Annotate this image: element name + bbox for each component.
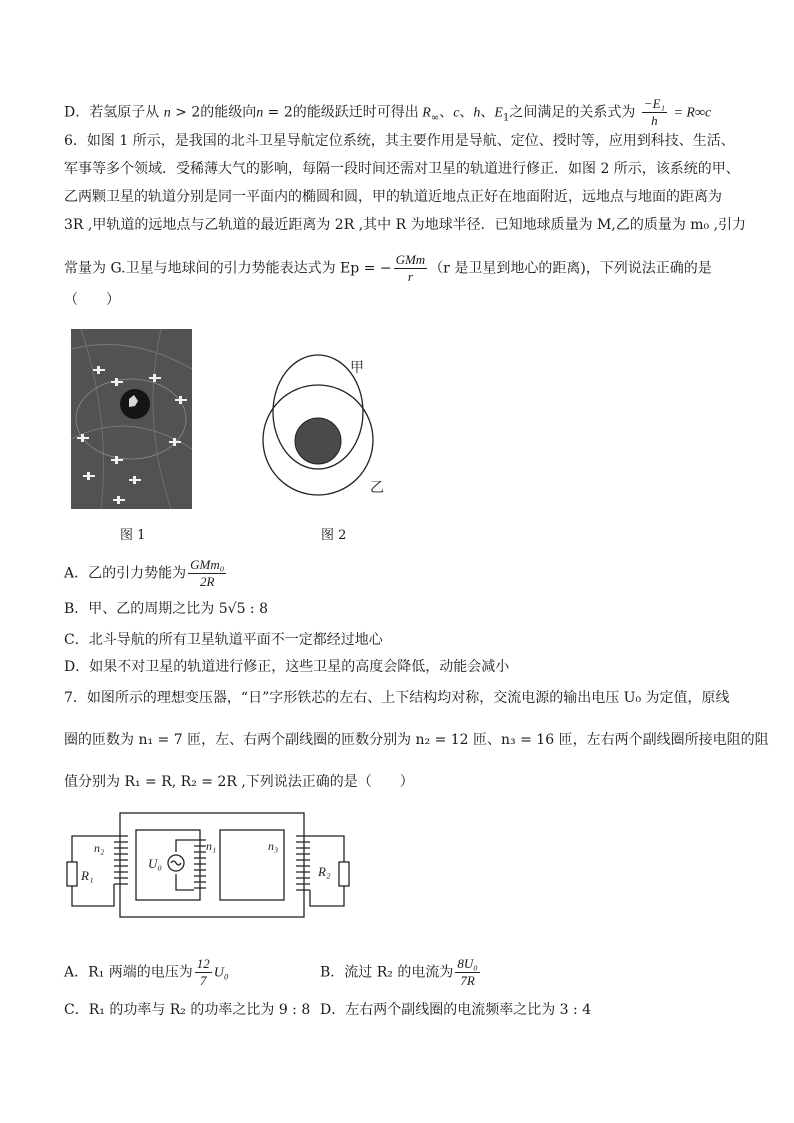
q6-line-5: 常量为 G.卫星与地球间的引力势能表达式为 Ep = − $\frac{\text{GMm}}{r}$ （r 是卫星到地心的距离)，下列说法正确的是	[64, 252, 712, 284]
label-n2: n₂	[94, 841, 105, 855]
q6-ep-fraction: $\frac{\text{GMm}}{r}$	[395, 252, 426, 284]
q6-line-4: 3R ,甲轨道的远地点与乙轨道的最近距离为 2R ,其中 R 为地球半径．已知地球质量为 M,乙的质量为 m₀ ,引力	[64, 217, 747, 233]
label-n1: n₁	[206, 839, 217, 853]
q6-option-c: C．北斗导航的所有卫星轨道平面不一定都经过地心	[64, 632, 383, 648]
q7-option-d: D．左右两个副线圈的电流频率之比为 3 : 4	[320, 1002, 592, 1018]
transformer-diagram	[64, 810, 364, 930]
prev-option-d: D．若氢原子从 n > 2的能级向n = 2的能级跃迁时可得出 $R_\infty$、c、h、$E_1$之间满足的关系式为 $\frac{\text{−E₁}}{h}$ = R∞c	[64, 96, 712, 128]
label-r2: R₂	[318, 864, 331, 879]
q6-option-d: D．如果不对卫星的轨道进行修正，这些卫星的高度会降低，动能会减小	[64, 659, 510, 675]
q6-option-a-fraction: $\frac{\text{GMm₀}}{2R}$	[190, 557, 225, 589]
q7-line-1: 7．如图所示的理想变压器，“日”字形铁芯的左右、上下结构均对称，交流电源的输出电压 U₀ 为定值，原线	[64, 690, 730, 706]
ac-symbol	[171, 861, 181, 865]
q7-option-b: B．流过 R₂ 的电流为 $\frac{\text{8U₀}}{7R}$	[320, 956, 478, 988]
label-n3: n₃	[268, 839, 279, 853]
label-yi: 乙	[370, 480, 384, 496]
coil-n2	[114, 836, 128, 884]
q6-line-1: 6．如图 1 所示，是我国的北斗卫星导航定位系统，其主要作用是导航、定位、授时等，应用到科技、生活、	[64, 133, 735, 149]
q7-line-2: 圈的匝数为 n₁ = 7 匝，左、右两个副线圈的匝数分别为 n₂ = 12 匝、n₃ = 16 匝，左右两个副线圈所接电阻的阻	[64, 732, 769, 748]
figure-1-satellite-photo	[71, 329, 192, 509]
label-r1: R₁	[81, 868, 94, 883]
q6-line-3: 乙两颗卫星的轨道分别是同一平面内的椭圆和圆，甲的轨道近地点正好在地面附近，远地点与地面的距离为	[64, 189, 722, 205]
q6-option-b: B．甲、乙的周期之比为 5√5 : 8	[64, 601, 268, 617]
q6-line-2: 军事等多个领域．受稀薄大气的影响，每隔一段时间还需对卫星的轨道进行修正．如图 2 所示，该系统的甲、	[64, 161, 740, 177]
label-u0: U₀	[148, 856, 162, 871]
figure-1-caption: 图 1	[120, 528, 146, 543]
label-jia: 甲	[350, 360, 364, 376]
q7-line-3: 值分别为 R₁ = R, R₂ = 2R ,下列说法正确的是（ ）	[64, 774, 414, 790]
q7-option-a: A．R₁ 两端的电压为 $\frac{12}{7}$ U₀	[64, 956, 229, 988]
earth-circle	[295, 418, 341, 464]
q7-option-a-fraction: $\frac{12}{7}$	[196, 956, 210, 988]
q6-option-a: A．乙的引力势能为 $\frac{\text{GMm₀}}{2R}$	[64, 557, 225, 589]
resistor-r1	[67, 862, 77, 886]
figure-2-caption: 图 2	[321, 528, 347, 543]
q7-option-b-fraction: $\frac{\text{8U₀}}{7R}$	[457, 956, 478, 988]
q7-option-c: C．R₁ 的功率与 R₂ 的功率之比为 9 : 8	[64, 1002, 311, 1018]
prev-d-fraction: $\frac{\text{−E₁}}{h}$	[643, 96, 666, 128]
figure-2-orbit-diagram	[260, 350, 390, 510]
satellite-illustration	[71, 329, 192, 509]
q6-answer-paren: （ ）	[64, 292, 120, 308]
resistor-r2	[339, 862, 349, 886]
coil-n3	[296, 836, 310, 890]
